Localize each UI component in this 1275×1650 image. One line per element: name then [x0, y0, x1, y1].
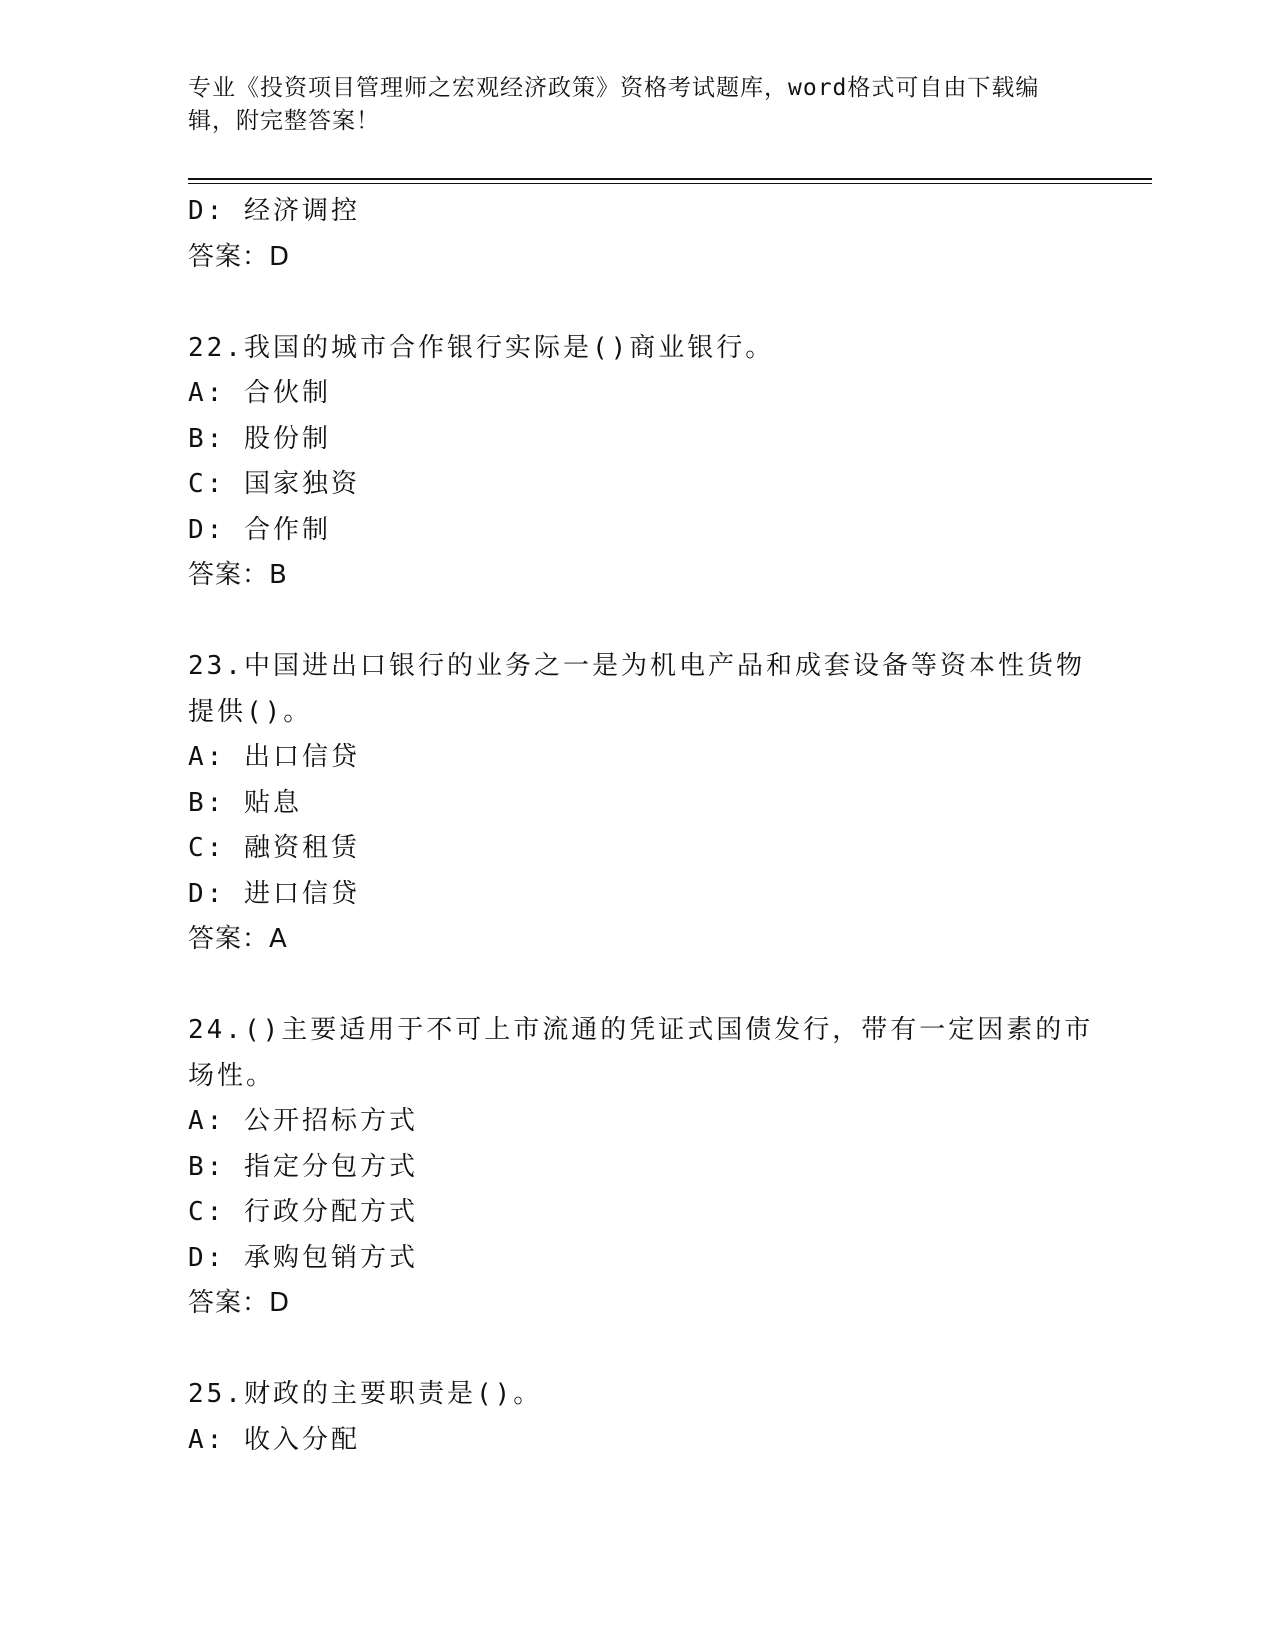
option-a: A: 公开招标方式	[188, 1106, 418, 1136]
option-d: D: 进口信贷	[188, 878, 360, 909]
question-22	[188, 326, 1088, 599]
question-text: 25.财政的主要职责是()。	[188, 1379, 543, 1409]
question-text: 22.我国的城市合作银行实际是()商业银行。	[188, 332, 775, 363]
option-a: A: 合伙制	[188, 378, 331, 408]
header-rule-thick	[188, 178, 1152, 180]
document-header	[188, 72, 1068, 138]
question-25	[188, 1372, 1088, 1463]
option-d: D: 承购包销方式	[188, 1242, 418, 1273]
spacer	[188, 1327, 1088, 1373]
option-b: B: 指定分包方式	[188, 1151, 418, 1182]
answer: 答案：A	[188, 924, 288, 954]
spacer	[188, 280, 1088, 326]
option-a: A: 出口信贷	[188, 742, 360, 772]
option-c: C: 国家独资	[188, 469, 360, 499]
question-text-line-2: 场性。	[188, 1060, 276, 1091]
spacer	[188, 963, 1088, 1009]
question-list	[188, 189, 1094, 1463]
option-c: C: 行政分配方式	[188, 1197, 418, 1227]
header-text: 专业《投资项目管理师之宏观经济政策》资格考试题库，word格式可自由下载编辑，附完整答案！	[188, 75, 1040, 134]
option-b: B: 贴息	[188, 787, 302, 818]
answer: 答案：D	[188, 1288, 291, 1318]
question-23	[188, 644, 1088, 963]
question-21-tail	[188, 189, 1088, 280]
answer: 答案：B	[188, 560, 288, 590]
option-d: D: 经济调控	[188, 196, 360, 226]
question-text-line-1: 23.中国进出口银行的业务之一是为机电产品和成套设备等资本性货物	[188, 651, 1085, 681]
header-rule-thin	[188, 183, 1152, 184]
option-b: B: 股份制	[188, 423, 331, 454]
option-d: D: 合作制	[188, 514, 331, 545]
answer: 答案：D	[188, 241, 291, 272]
option-a: A: 收入分配	[188, 1424, 360, 1455]
question-text-line-2: 提供()。	[188, 696, 313, 727]
question-text-line-1: 24.()主要适用于不可上市流通的凭证式国债发行，带有一定因素的市	[188, 1015, 1094, 1045]
question-24	[188, 1008, 1094, 1327]
spacer	[188, 599, 1088, 645]
option-c: C: 融资租赁	[188, 833, 360, 863]
